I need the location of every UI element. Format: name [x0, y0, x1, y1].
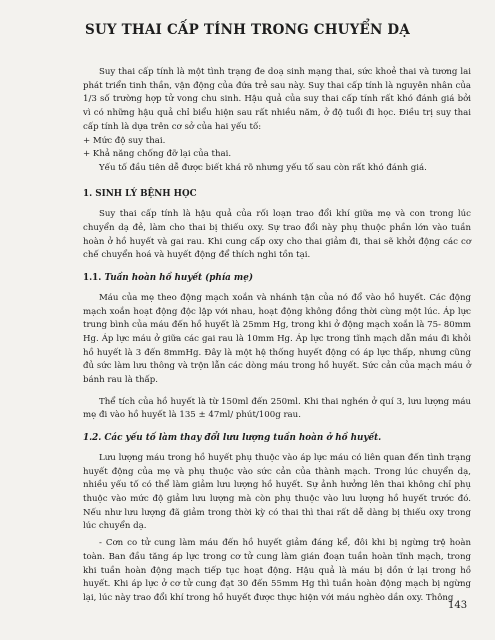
- bullet-item: + Khả năng chống đỡ lại của thai.: [83, 149, 232, 160]
- page-title: SUY THAI CẤP TÍNH TRONG CHUYỂN DẠ: [85, 22, 410, 38]
- subsection-heading: 1.2. Các yếu tố làm thay đổi lưu lượng tuần hoàn ở hồ huyết.: [83, 433, 382, 444]
- subsection-heading: [83, 272, 471, 286]
- document-body: [83, 66, 471, 606]
- body-paragraph: Thể tích của hồ huyết là từ 150ml đến 250ml. Khi thai nghén ở quí 3, lưu lượng máu mẹ đi vào hồ huyết là 135 ± 47ml/ phút/100g rau.: [83, 396, 471, 421]
- subsection-title: Tuần hoàn hồ huyết (phía mẹ): [104, 273, 253, 284]
- intro-paragraph: Suy thai cấp tính là một tình trạng đe doạ sinh mạng thai, sức khoẻ thai và tương lai phát triển tinh thần, vận động của đứa trẻ sau này. Suy thai cấp tính là nguyên nhân của 1/3 số trường hợp tử vong chu sinh. Hậu quả của suy thai cấp tính rất khó đánh giá bởi vì có những hậu quả chỉ biểu hiện sau rất nhiều năm, ở độ tuổi đi học. Điều trị suy thai cấp tính là dựa trên cơ sở của hai yếu tố:: [83, 67, 471, 132]
- body-paragraph: - Cơn co tử cung làm máu đến hồ huyết giảm đáng kể, đôi khi bị ngừng trệ hoàn toàn. Ban đầu tăng áp lực trong cơ tử cung làm gián đoạn tuần hoàn tĩnh mạch, trong khi tuần hoàn động mạch tiếp tục hoạt động. Hậu quả là máu bị dồn ứ lại trong hồ huyết. Khi áp lực ở cơ tử cung đạt 30 đến 55mm Hg thì tuần hoàn động mạch bị ngừng lại, lúc này trao đổi khí trong hồ huyết được thực hiện với máu nghèo dần oxy. Thông: [83, 538, 471, 603]
- section-heading: 1. SINH LÝ BỆNH HỌC: [83, 188, 197, 199]
- body-paragraph: Máu của mẹ theo động mạch xoắn và nhánh tận của nó đổ vào hồ huyết. Các động mạch xoắn hoạt động độc lập với nhau, hoạt động không đồng thời cùng một lúc. Áp lực trung bình của máu đến hồ huyết là 25mm Hg, trong khi ở động mạch xoắn là 75- 80mm Hg. Áp lực máu ở giữa các gai rau là 10mm Hg. Áp lực trong tĩnh mạch dẫn máu đi khỏi hồ huyết là 3 đến 8mmHg. Đây là một hệ thống huyết động có áp lực thấp, nhưng cũng đủ sức làm lưu thông và trộn lẫn các dòng máu trong hồ huyết. Sức cản của mạch máu ở bánh rau là thấp.: [83, 292, 471, 386]
- body-paragraph: Lưu lượng máu trong hồ huyết phụ thuộc vào áp lực máu có liên quan đến tình trạng huyết động của mẹ và phụ thuộc vào sức cản của thành mạch. Trong lúc chuyển dạ, nhiều yếu tố có thể làm giảm lưu lượng hồ huyết. Sự ảnh hưởng lên thai không chỉ phụ thuộc vào mức độ giảm lưu lượng mà còn phụ thuộc vào lưu lượng hồ huyết trước đó. Nếu như lưu lượng đã giảm trong thời kỳ có thai thì thai rất dễ dàng bị thiếu oxy trong lúc chuyển dạ.: [83, 452, 471, 532]
- subsection-number: 1.1.: [83, 273, 102, 284]
- body-paragraph: Suy thai cấp tính là hậu quả của rối loạn trao đổi khí giữa mẹ và con trong lúc chuyển dạ đẻ, làm cho thai bị thiếu oxy. Sự trao đổi này phụ thuộc phần lớn vào tuần hoàn ở hồ huyết và gai rau. Khi cung cấp oxy cho thai giảm đi, thai sẽ khởi động các cơ chế chuyển hoá và huyết động để thích nghi tồn tại.: [83, 209, 471, 261]
- page-number: 143: [448, 600, 468, 611]
- bullet-item: + Mức độ suy thai.: [83, 135, 166, 146]
- intro-paragraph: Yếu tố đầu tiên dễ được biết khá rõ nhưng yếu tố sau còn rất khó đánh giá.: [99, 162, 427, 173]
